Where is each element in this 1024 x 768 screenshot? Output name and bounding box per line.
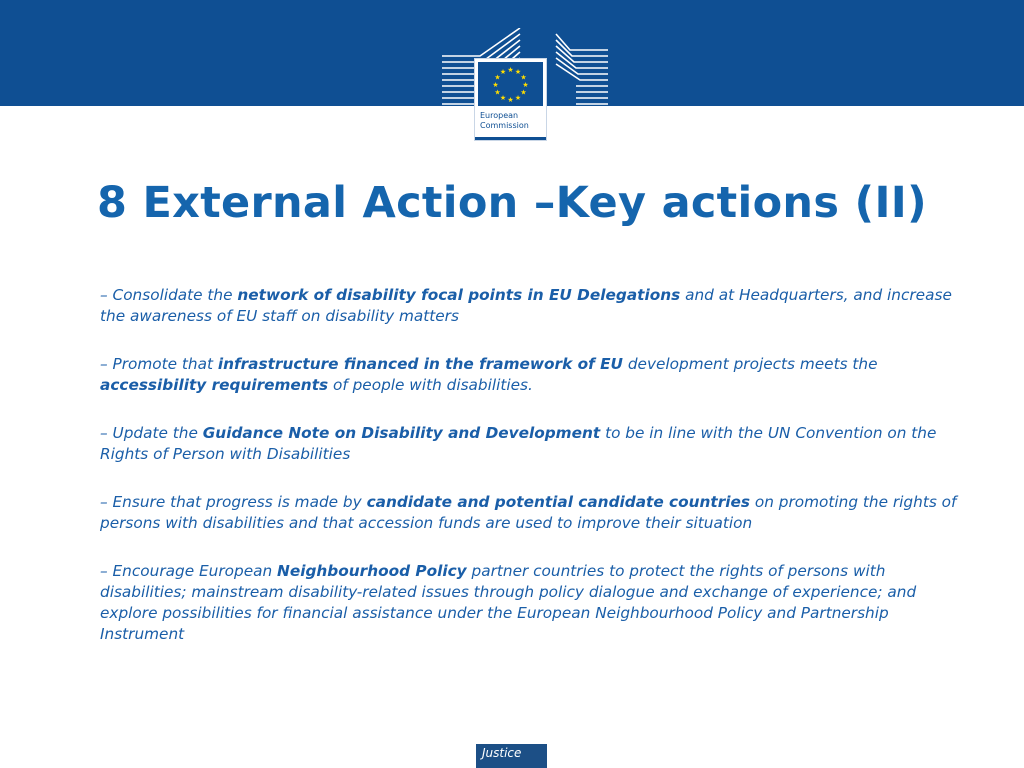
svg-text:★: ★ (514, 68, 522, 76)
bullet-emphasis: infrastructure financed in the framework of EU (217, 355, 623, 373)
bullet-text: to be in line with the UN Convention on the Rights of Person with Disabilities (100, 424, 937, 463)
bullet-item (100, 561, 960, 645)
bullet-emphasis: Guidance Note on Disability and Development (202, 424, 601, 442)
bullet-emphasis: Neighbourhood Policy (277, 562, 467, 580)
svg-text:★: ★ (520, 73, 527, 82)
slide-title: 8 External Action –Key actions (II) (97, 178, 927, 228)
svg-text:★: ★ (514, 94, 522, 102)
svg-text:★: ★ (507, 66, 514, 74)
svg-text:★: ★ (507, 96, 514, 104)
bullet-emphasis: candidate and potential candidate countries (366, 493, 750, 511)
bullet-text: on promoting the rights of persons with disabilities and that accession funds are used to improve their situation (100, 493, 957, 532)
svg-text:★: ★ (520, 88, 527, 97)
bullet-text: development projects meets the (622, 355, 878, 373)
bullet-text: – Ensure that progress is made by (100, 493, 367, 511)
logo-wordmark (480, 111, 529, 131)
bullet-item (100, 285, 960, 327)
svg-text:★: ★ (499, 94, 507, 102)
svg-text:★: ★ (494, 88, 501, 97)
bullet-list (100, 285, 960, 672)
svg-text:★: ★ (494, 73, 501, 82)
svg-text:★: ★ (522, 81, 529, 89)
bullet-text: – Encourage European (100, 562, 278, 580)
bullet-emphasis: accessibility requirements (100, 376, 329, 394)
bullet-text: and at Headquarters, and increase the awareness of EU staff on disability matters (100, 286, 952, 325)
bullet-item (100, 492, 960, 534)
bullet-text: – Update the (100, 424, 203, 442)
footer-tab (476, 744, 547, 768)
logo-line-2: Commission (480, 121, 529, 130)
bullet-text: – Consolidate the (100, 286, 238, 304)
logo-underline (475, 137, 546, 140)
bullet-text: of people with disabilities. (328, 376, 533, 394)
footer-label: Justice (482, 746, 522, 760)
eu-flag-icon (478, 62, 543, 106)
bullet-emphasis: network of disability focal points in EU Delegations (237, 286, 681, 304)
logo-line-1: European (480, 111, 519, 120)
bullet-text: – Promote that (100, 355, 218, 373)
bullet-item (100, 354, 960, 396)
bullet-text: partner countries to protect the rights of persons with disabilities; mainstream disability-related issues through policy dialogue and exchange of experience; and explore possibilities for financial assistance under the European Neighbourhood Policy and Partnership Instrument (100, 562, 917, 643)
eu-emblem (474, 58, 547, 141)
bullet-item (100, 423, 960, 465)
svg-text:★: ★ (499, 68, 507, 76)
svg-text:★: ★ (492, 81, 499, 89)
eu-stars-icon (478, 62, 543, 106)
